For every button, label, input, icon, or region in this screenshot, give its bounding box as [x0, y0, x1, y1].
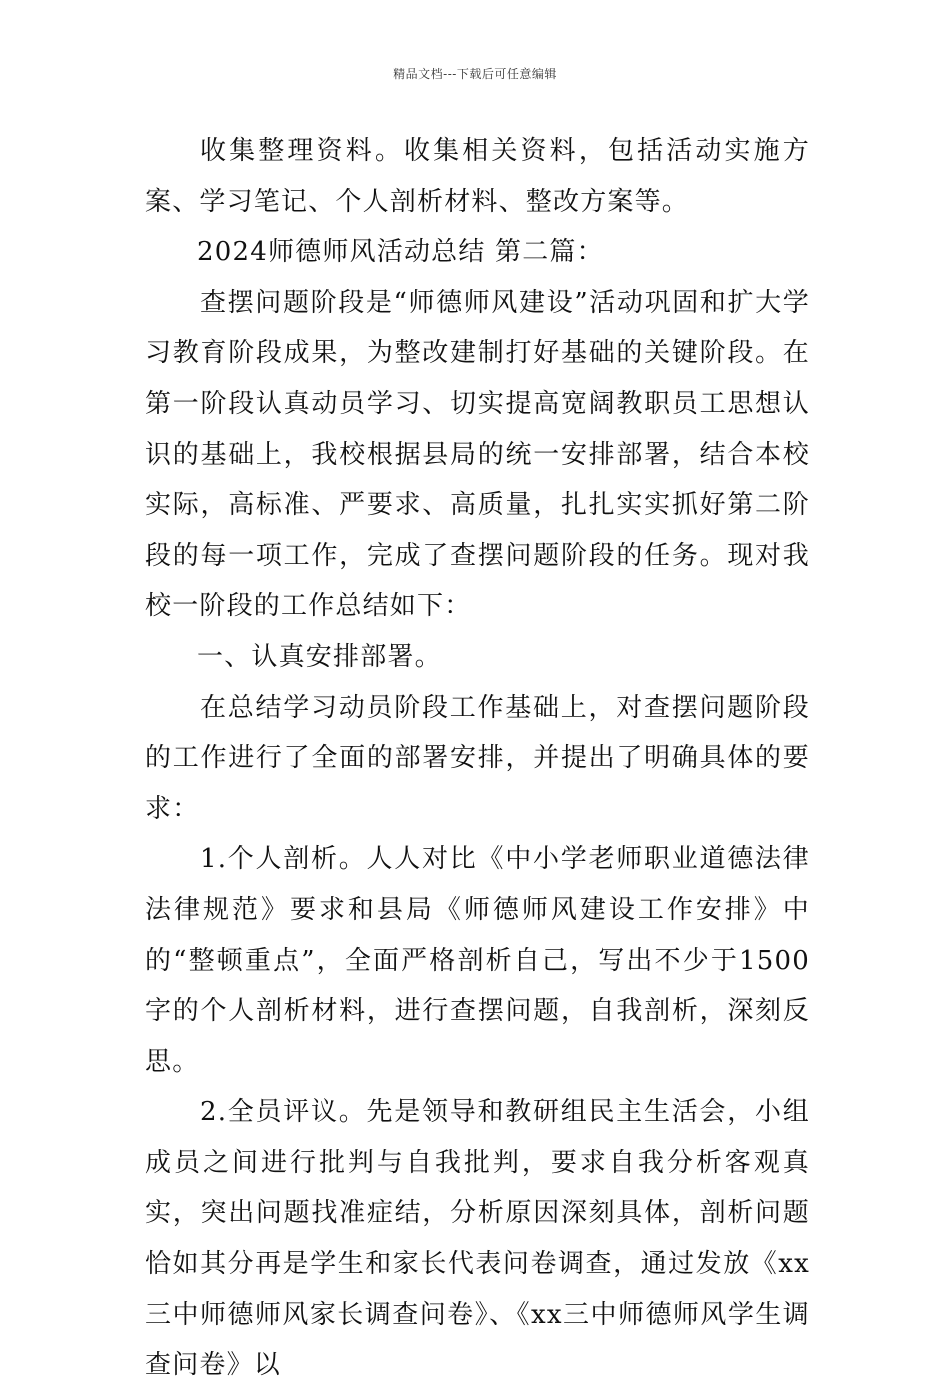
- section-heading-arrangement: 一、认真安排部署。: [197, 641, 442, 672]
- document-body: [145, 126, 810, 1391]
- paragraph-personal-analysis: 1.个人剖析。人人对比《中小学老师职业道德法律法律规范》要求和县局《师德师风建设工作安排》中的“整顿重点”，全面严格剖析自己，写出不少于1500字的个人剖析材料，进行查摆问题，自我剖析，深刻反思。: [145, 844, 810, 1077]
- paragraph-arrangement-detail: 在总结学习动员阶段工作基础上，对查摆问题阶段的工作进行了全面的部署安排，并提出了明确具体的要求：: [145, 692, 810, 824]
- paragraph-collect-materials: 收集整理资料。收集相关资料，包括活动实施方案、学习笔记、个人剖析材料、整改方案等。: [145, 136, 810, 217]
- paragraph-stage-intro: 查摆问题阶段是“师德师风建设”活动巩固和扩大学习教育阶段成果，为整改建制打好基础的关键阶段。在第一阶段认真动员学习、切实提高宽阔教职员工思想认识的基础上，我校根据县局的统一安排部署，结合本校实际，高标准、严要求、高质量，扎扎实实抓好第二阶段的每一项工作，完成了查摆问题阶段的任务。现对我校一阶段的工作总结如下：: [145, 287, 810, 622]
- page-header: 精品文档---下载后可任意编辑: [393, 67, 557, 81]
- section-title-part-two: 2024师德师风活动总结 第二篇：: [197, 237, 604, 268]
- paragraph-full-review: 2.全员评议。先是领导和教研组民主生活会，小组成员之间进行批判与自我批判，要求自我分析客观真实，突出问题找准症结，分析原因深刻具体，剖析问题恰如其分再是学生和家长代表问卷调查，通过发放《xx三中师德师风家长调查问卷》、《xx三中师德师风学生调查问卷》以: [145, 1097, 810, 1381]
